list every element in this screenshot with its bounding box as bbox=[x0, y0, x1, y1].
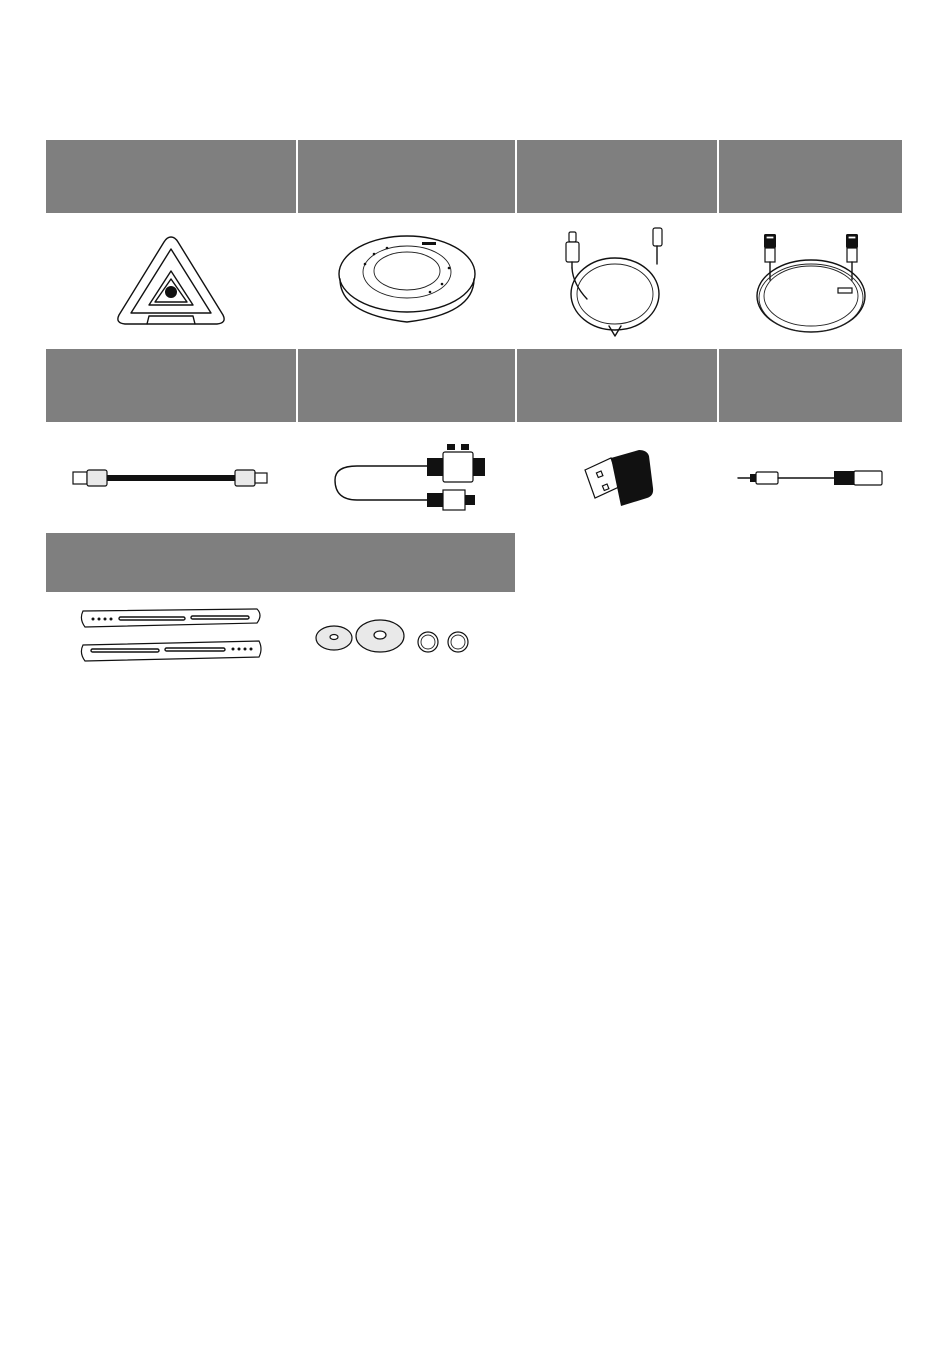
expansion-microphone-illustration bbox=[46, 216, 296, 346]
header-microphone bbox=[46, 140, 296, 213]
audio-adapter-illustration bbox=[719, 425, 902, 530]
header-accessories bbox=[46, 533, 515, 592]
usb-cable-illustration bbox=[46, 425, 296, 530]
header-speakerphone bbox=[298, 140, 515, 213]
header-vga-cable bbox=[298, 349, 515, 422]
header-network-cable bbox=[719, 140, 902, 213]
network-cable-illustration bbox=[719, 216, 902, 346]
usb-type-c-cable-illustration bbox=[517, 216, 717, 346]
rubber-pads-illustration bbox=[300, 600, 480, 670]
header-usb-dongle bbox=[517, 349, 717, 422]
cable-ties-illustration bbox=[70, 600, 270, 670]
usb-dongle-illustration bbox=[517, 425, 717, 530]
vga-cable-illustration bbox=[298, 425, 515, 530]
header-usb-c-cable bbox=[517, 140, 717, 213]
header-usb-cable bbox=[46, 349, 296, 422]
speakerphone-illustration bbox=[298, 216, 515, 346]
header-audio-adapter bbox=[719, 349, 902, 422]
